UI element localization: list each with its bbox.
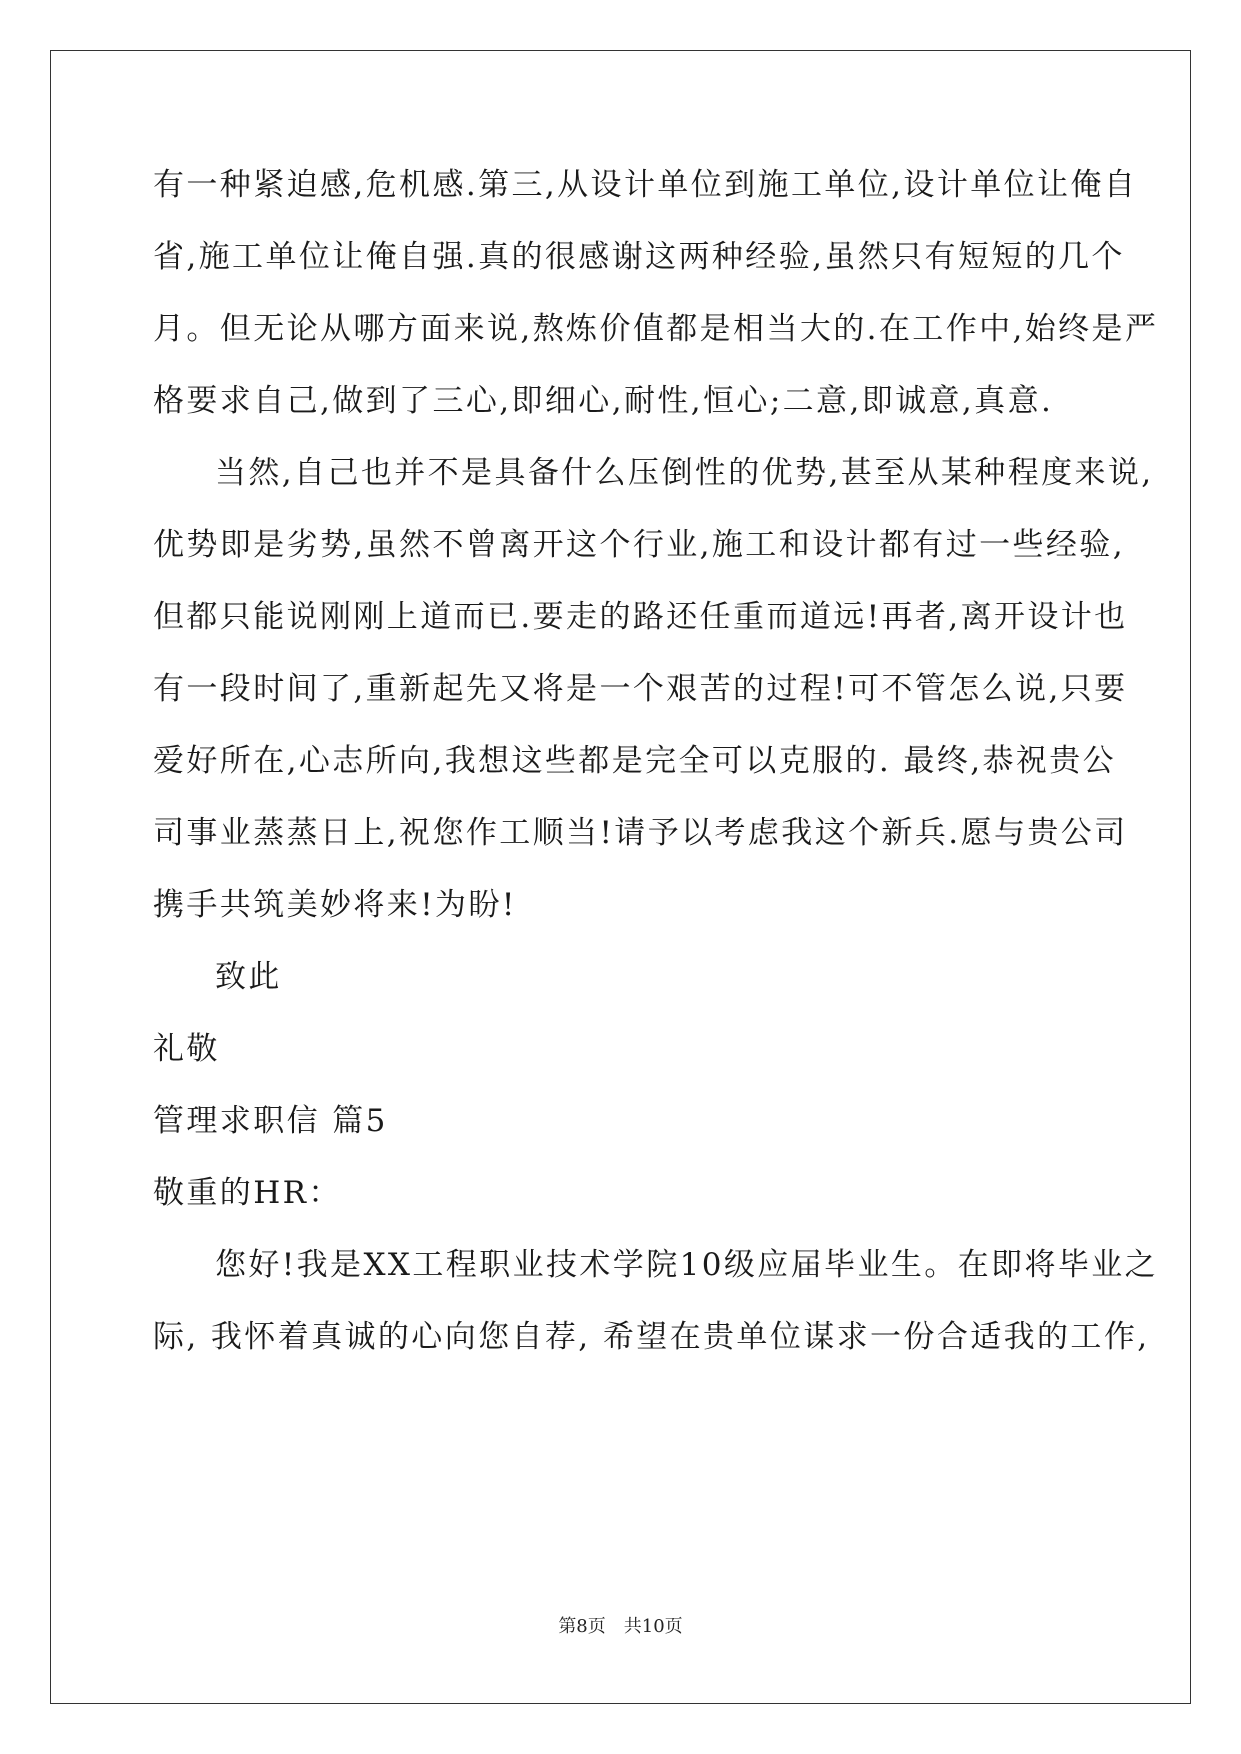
body-line-1: 有一种紧迫感,危机感.第三,从设计单位到施工单位,设计单位让俺自 [153, 167, 1138, 203]
body-line-6: 优势即是劣势,虽然不曾离开这个行业,施工和设计都有过一些经验, [153, 527, 1125, 563]
body-line-7: 但都只能说刚刚上道而已.要走的路还任重而道远!再者,离开设计也 [153, 599, 1128, 635]
page-number-footer: 第8页 共10页 [558, 1616, 683, 1637]
body-line-3: 月。但无论从哪方面来说,熬炼价值都是相当大的.在工作中,始终是严 [153, 311, 1159, 347]
body-line-10: 司事业蒸蒸日上,祝您作工顺当!请予以考虑我这个新兵.愿与贵公司 [153, 815, 1128, 851]
closing-respect: 礼敬 [153, 1031, 220, 1067]
body-line-2: 省,施工单位让俺自强.真的很感谢这两种经验,虽然只有短短的几个 [153, 239, 1125, 275]
body-line-5: 当然,自己也并不是具备什么压倒性的优势,甚至从某种程度来说, [215, 455, 1154, 491]
closing-salutation: 致此 [215, 959, 282, 995]
body-line-11: 携手共筑美妙将来!为盼! [153, 887, 517, 923]
body-line-9: 爱好所在,心志所向,我想这些都是完全可以克服的. 最终,恭祝贵公 [153, 743, 1117, 779]
body-line-4: 格要求自己,做到了三心,即细心,耐性,恒心;二意,即诚意,真意. [153, 383, 1054, 419]
section-heading: 管理求职信 篇5 [153, 1103, 388, 1139]
page-border [50, 50, 1191, 1704]
body-line-8: 有一段时间了,重新起先又将是一个艰苦的过程!可不管怎么说,只要 [153, 671, 1128, 707]
body-line-16: 您好!我是XX工程职业技术学院10级应届毕业生。在即将毕业之 [215, 1247, 1159, 1283]
greeting: 敬重的HR： [153, 1175, 342, 1211]
body-line-17: 际, 我怀着真诚的心向您自荐, 希望在贵单位谋求一份合适我的工作, [153, 1319, 1150, 1355]
